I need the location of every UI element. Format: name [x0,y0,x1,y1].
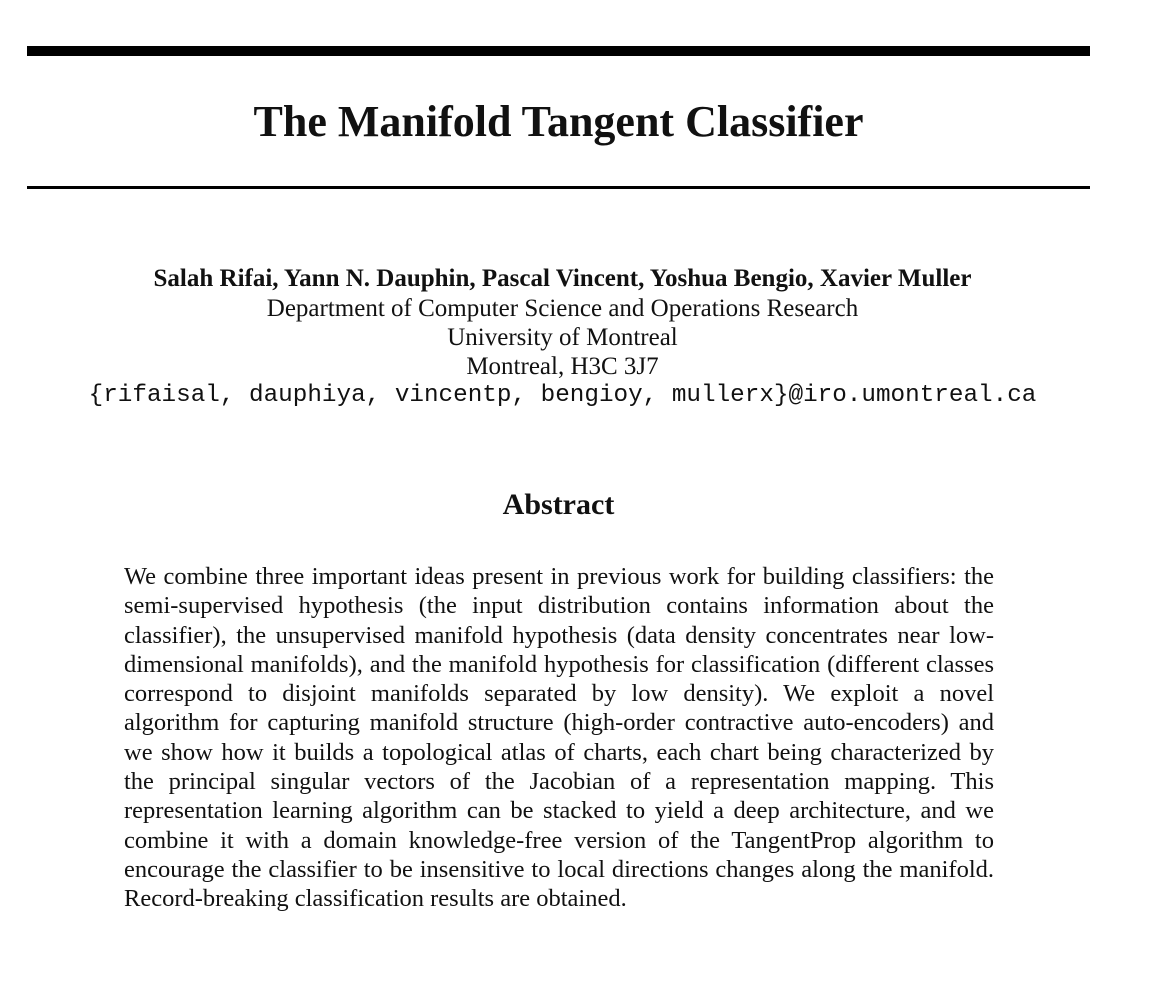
department: Department of Computer Science and Operations Research [266,295,859,322]
title-rule-bottom [27,186,1090,189]
author-list: Salah Rifai, Yann N. Dauphin, Pascal Vincent, Yoshua Bengio, Xavier Muller [153,265,972,292]
author-block [0,264,1125,411]
email-addresses: {rifaisal, dauphiya, vincentp, bengioy, mullerx}@iro.umontreal.ca [88,382,1037,409]
university: University of Montreal [447,324,678,351]
title-rule-top [27,46,1090,56]
address: Montreal, H3C 3J7 [466,353,659,380]
paper-title: The Manifold Tangent Classifier [253,97,864,146]
abstract-heading: Abstract [502,488,615,521]
abstract-text: We combine three important ideas present in previous work for building classifiers: the semi-supervised hypothesis (the input distribution contains information about the classifier), the unsupervised manifold hypothesis (data density concentrates near low-dimensional manifolds), and the manifold hypothesis for classification (different classes correspond to disjoint manifolds separated by low density). We exploit a novel algorithm for capturing manifold structure (high-order contractive auto-encoders) and we show how it builds a topological atlas of charts, each chart being characterized by the principal singular vectors of the Jacobian of a representation mapping. This representation learning algorithm can be stacked to yield a deep architecture, and we combine it with a domain knowledge-free version of the TangentProp algorithm to encourage the classifier to be insensitive to local directions changes along the manifold. Record-breaking classification results are obtained. [124,563,994,913]
